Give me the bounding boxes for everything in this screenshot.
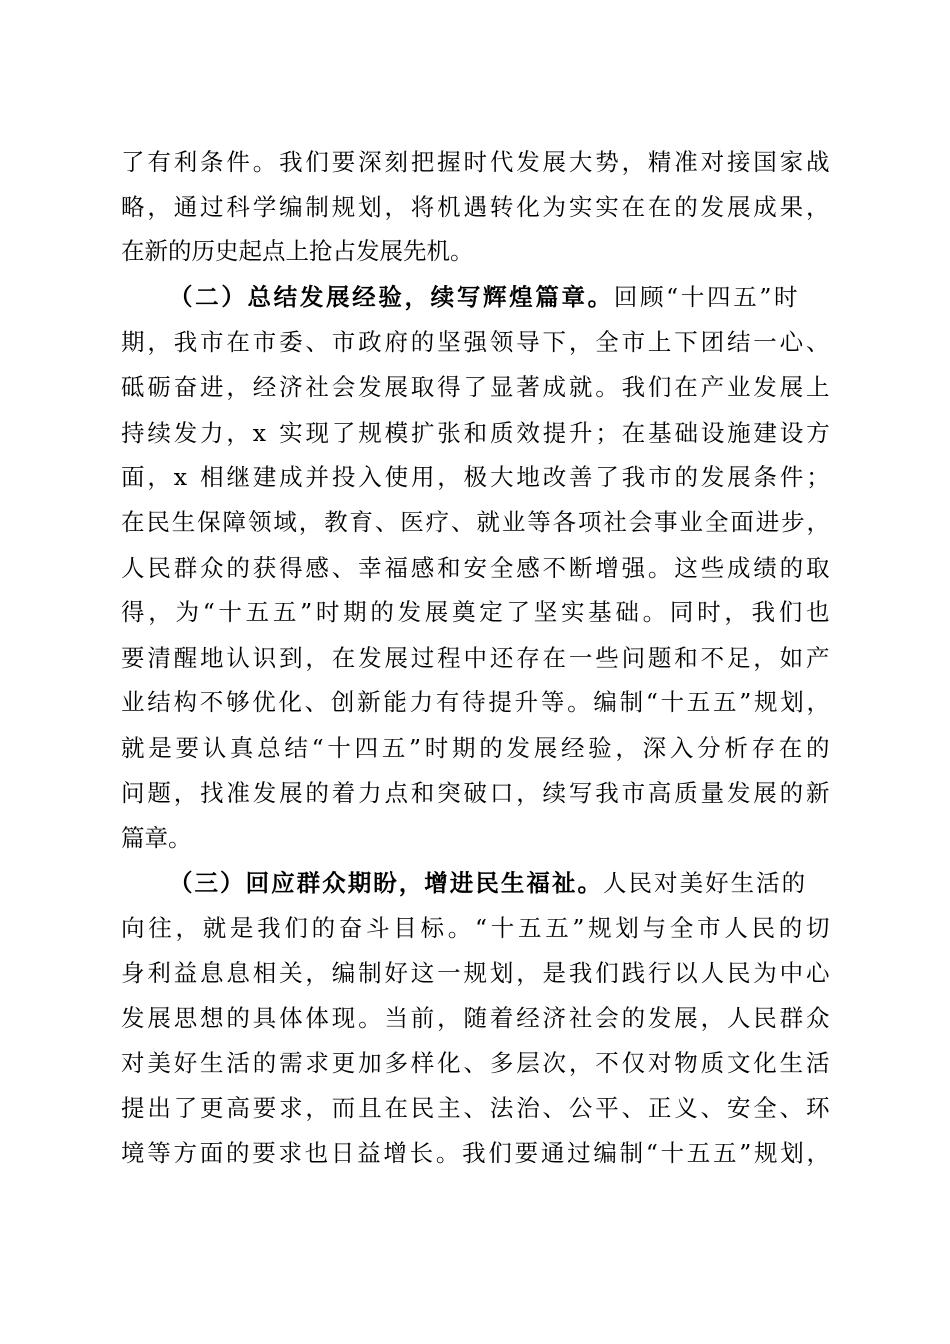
text-line: 了有利条件。我们要深刻把握时代发展大势，精准对接国家战	[121, 148, 833, 176]
text-line: 期，我市在市委、市政府的坚强领导下，全市上下团结一心、	[121, 328, 833, 356]
text-line: 就是要认真总结“十四五”时期的发展经验，深入分析存在的	[121, 734, 834, 762]
text-line: 问题，找准发展的着力点和突破口，续写我市高质量发展的新	[121, 779, 833, 807]
text-line: 发展思想的具体体现。当前，随着经济社会的发展，人民群众	[121, 1004, 833, 1032]
text-line: 面，x 相继建成并投入使用，极大地改善了我市的发展条件；	[121, 463, 833, 491]
paragraph-first-line	[169, 861, 807, 905]
text-line: 境等方面的要求也日益增长。我们要通过编制“十五五”规划，	[121, 1139, 833, 1167]
text-line: 在民生保障领域，教育、医疗、就业等各项社会事业全面进步，	[121, 508, 832, 536]
text-line: 要清醒地认识到，在发展过程中还存在一些问题和不足，如产	[121, 644, 833, 672]
text-line: 持续发力，x 实现了规模扩张和质效提升；在基础设施建设方	[121, 419, 833, 447]
section-heading: （三）回应群众期盼，增进民生福祉。	[169, 869, 603, 897]
text-line: 得，为“十五五”时期的发展奠定了坚实基础。同时，我们也	[121, 598, 834, 626]
text-line: 砥砺奋进，经济社会发展取得了显著成就。我们在产业发展上	[121, 373, 833, 401]
text-line: 业结构不够优化、创新能力有待提升等。编制“十五五”规划，	[121, 688, 833, 716]
text-line: 提出了更高要求，而且在民主、法治、公平、正义、安全、环	[121, 1094, 833, 1122]
sentence-text: 人民对美好生活的	[602, 869, 808, 897]
text-line: 对美好生活的需求更加多样化、多层次，不仅对物质文化生活	[121, 1049, 833, 1077]
text-line: 略，通过科学编制规划，将机遇转化为实实在在的发展成果，	[121, 193, 833, 221]
text-line: 向往，就是我们的奋斗目标。“十五五”规划与全市人民的切	[121, 914, 834, 942]
text-line: 身利益息息相关，编制好这一规划，是我们践行以人民为中心	[121, 959, 833, 987]
text-line: 篇章。	[121, 824, 192, 852]
sentence-text: 回顾“十四五”时	[613, 283, 801, 311]
section-heading: （二）总结发展经验，续写辉煌篇章。	[169, 283, 614, 311]
text-line: 在新的历史起点上抢占发展先机。	[121, 237, 474, 265]
paragraph-first-line	[169, 275, 800, 319]
text-line: 人民群众的获得感、幸福感和安全感不断增强。这些成绩的取	[121, 554, 833, 582]
